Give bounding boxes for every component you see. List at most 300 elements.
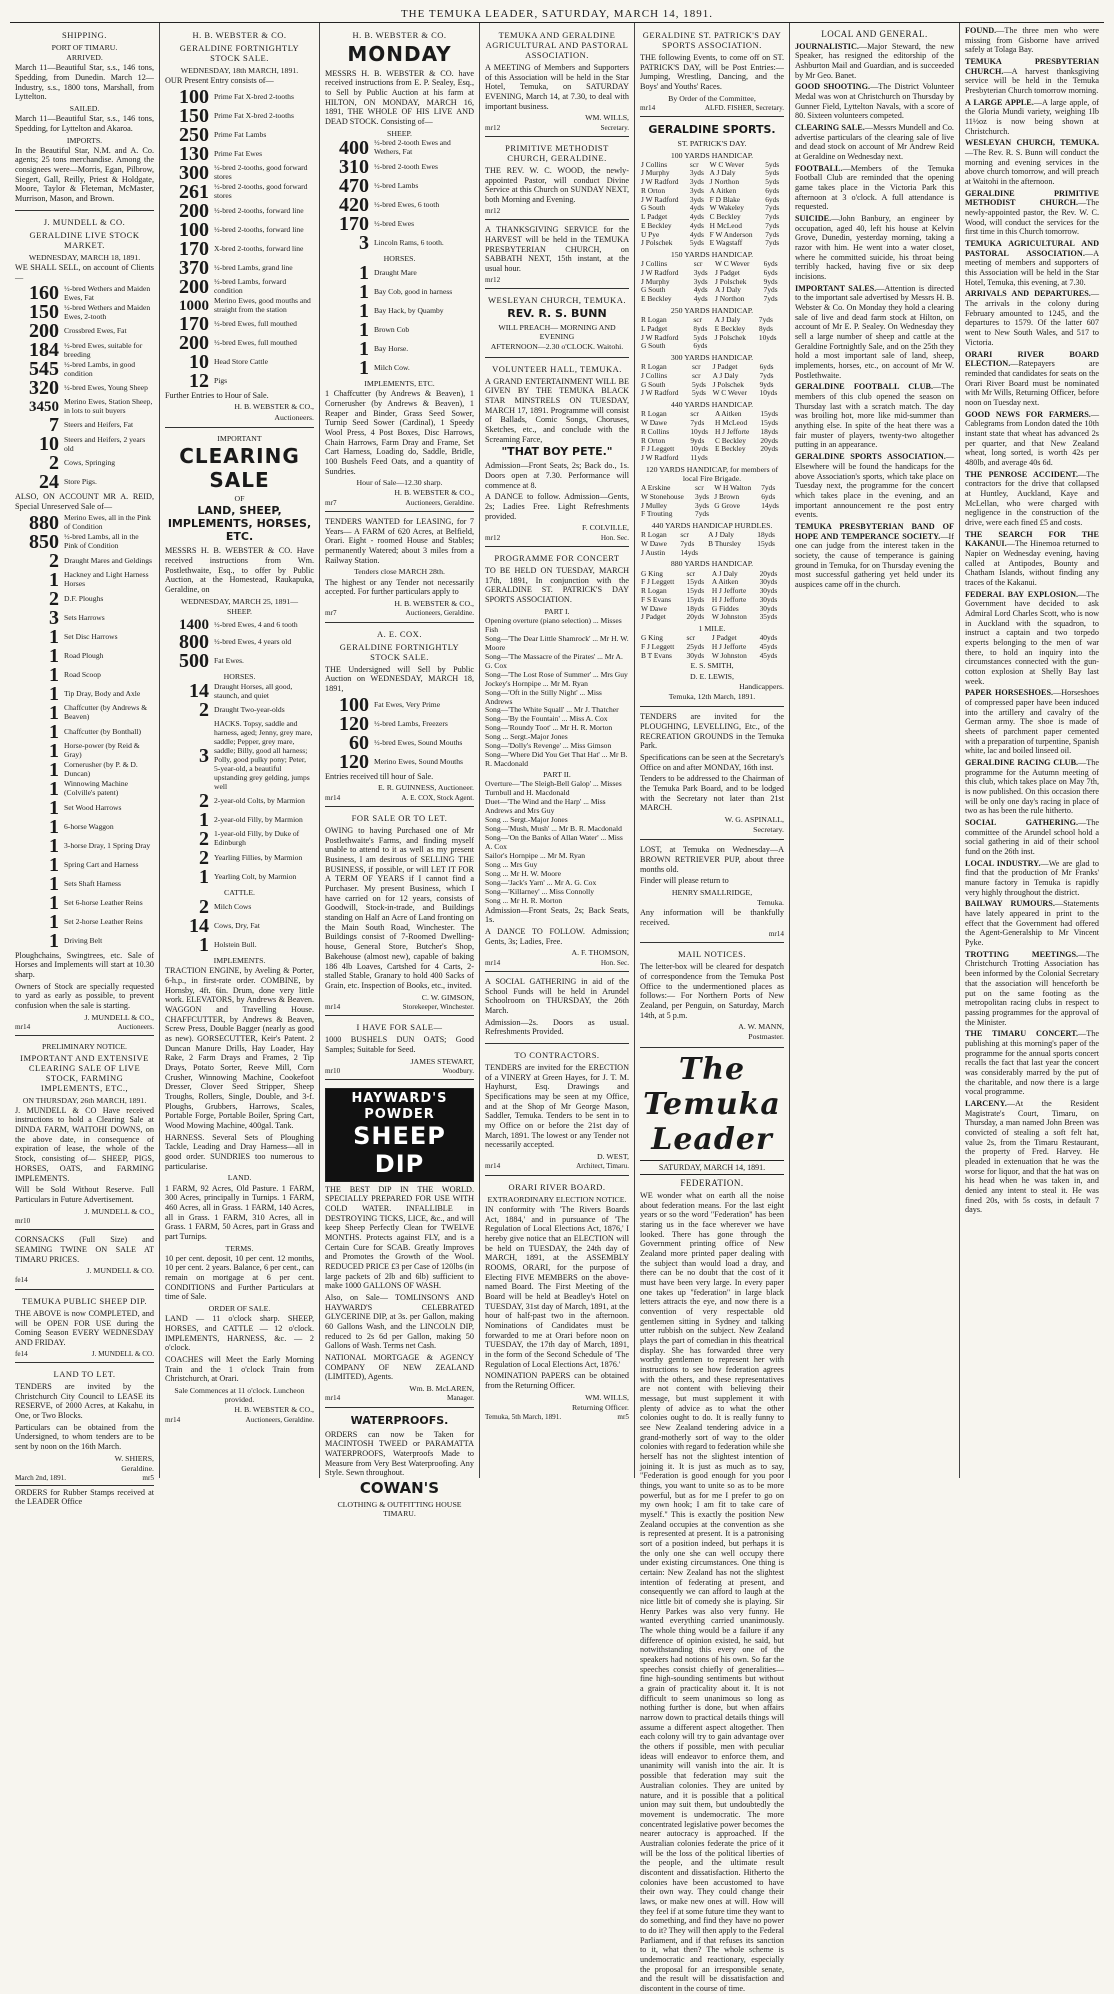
note-text: —Ratepayers are reminded that candidates for seats on the Orari River Board must be nominated with Mr Wills, Returning Officer, before noon on Tuesday next. [965, 359, 1099, 407]
lot-row [325, 321, 474, 340]
ad-signoff: D. WEST, [597, 1152, 629, 1162]
note-text: —Attention is directed to the important sale advertised by Messrs H. B. Webster & Co. On Monday they hold a clearing sale of live and dead farm stock at Hilton, on account of Mr E. P. Sealey. On Wednesday they sell a large number of sheep and cattle at the Geraldine Fortnightly Sale, and on the 25th they hold a most important sale of land, sheep, implements, horses, etc., on account of Mr W. Postlethwaite. [795, 283, 954, 380]
lot-quantity: 1 [359, 319, 369, 342]
lot-quantity: 200 [179, 275, 209, 298]
lot-row [325, 212, 474, 235]
preacher-name: REV. R. S. BUNN [507, 307, 607, 321]
race-cell: W Dawe [641, 418, 667, 428]
lot-quantity: 200 [179, 199, 209, 222]
note-text: —The publishing at this morning's paper of the programme for the annual sports concert recalls the fact that last year the concert was considerably marred by the put of the charitable, and now there is a large vocal programme. [965, 1029, 1099, 1097]
ad-title: MONDAY [347, 42, 452, 67]
ad-signoff: J. MUNDELL & CO., [84, 1206, 154, 1216]
ad-signoff: WM. WILLS, [585, 1392, 629, 1402]
arrived-head: ARRIVED. [66, 53, 103, 63]
note-text: —Members of the Temuka Football Club are reminded that the opening game takes place in the Victoria Park this afternoon at 3 o'clock. A full attendance is requested. [795, 163, 954, 212]
race-cell: J Collins [641, 370, 668, 380]
ad-body: TENDERS are invited for the PLOUGHING, LEVELLING, Etc., of the RECREATION GROUNDS in the Temuka Park. [640, 712, 784, 751]
race-row [640, 510, 784, 519]
race-cell: 11yds [690, 453, 708, 463]
lot-list [325, 136, 474, 254]
ad-ref: mr7 [325, 609, 337, 618]
race-table [640, 634, 784, 660]
programme-item: Jockey's Hornpipe ... Mr M. Ryan [485, 678, 588, 688]
race-cell: J Padget [711, 633, 737, 643]
race-table [640, 363, 784, 398]
column-4 [480, 23, 635, 1478]
lot-quantity: 1 [199, 808, 209, 831]
lot-quantity: 1 [49, 663, 59, 686]
local-note [965, 950, 1099, 1027]
race-cell: 5yds [691, 388, 706, 398]
race-table [640, 161, 784, 248]
lot-list [325, 264, 474, 378]
race-cell: 25yds [686, 642, 705, 651]
race-cell: A J Daly [708, 530, 734, 540]
ad-footer [15, 1217, 154, 1225]
race-cell: 5yds [693, 332, 708, 342]
mundell-market-ad [15, 213, 154, 1037]
race-cell: H J Jefforte [711, 586, 747, 596]
race-cell: R Logan [641, 409, 667, 419]
lot-description: Chaffcutter (by Andrews & Beaven) [64, 703, 148, 722]
race-cell: W C Wever [709, 159, 745, 169]
ad-signoff: JAMES STEWART, [410, 1056, 474, 1066]
banner-line-1: HAYWARD'S POWDER [326, 1089, 473, 1122]
race-cell: W C Wever [712, 388, 747, 398]
sheep-head: SHEEP. [227, 606, 252, 616]
ad-footer [15, 1023, 154, 1031]
note-text: —The arrivals in the colony during February amounted to 1245, and the departures to 1579. Of the latter 607 went to New South Wales, and 517 to Victoria. [965, 289, 1099, 347]
lot-list [325, 693, 474, 773]
lot-row [15, 910, 154, 933]
lot-row [15, 815, 154, 838]
local-notes [965, 26, 1099, 1215]
race-cell: 30yds [759, 577, 778, 587]
lot-description: Brown Cob [374, 325, 410, 335]
lot-row [325, 750, 474, 773]
race-row [640, 239, 784, 248]
ad-footer [485, 1413, 629, 1421]
race-cell: G South [641, 341, 666, 351]
ad-title: I HAVE FOR SALE— [356, 1022, 443, 1033]
lot-description: Milch Cows [214, 902, 252, 912]
ad-signoff2: Architect, Timaru. [576, 1162, 629, 1171]
lot-description: ½-bred Ewes, 4 and 6 tooth [214, 619, 298, 629]
lot-quantity: 1 [199, 865, 209, 888]
ad-header: J. MUNDELL & CO. [43, 216, 126, 227]
local-note [795, 284, 954, 381]
race-head: 250 YARDS HANDICAP. [670, 305, 754, 315]
race-cell: F S Evans [641, 594, 671, 604]
note-heading: GOOD SHOOTING. [795, 82, 871, 92]
ad-footer [485, 124, 629, 132]
race-cell: 15yds [686, 586, 705, 596]
lot-quantity: 200 [29, 320, 59, 343]
mile-head: 1 MILE. [698, 624, 726, 634]
lot-quantity: 1 [49, 682, 59, 705]
race-cell [713, 510, 760, 519]
programme-item: Song—'On the Banks of Allan Water' ... Miss A. Cox [485, 833, 623, 852]
lot-row [15, 853, 154, 876]
ad-footer [325, 794, 474, 802]
ad-line: WILL PREACH— MORNING AND EVENING [498, 323, 616, 342]
ad-footer [485, 276, 629, 284]
ad-footer [325, 1003, 474, 1011]
programme-item: Song ... Mr H. R. Morton [485, 895, 563, 905]
lot-quantity: 60 [349, 731, 369, 754]
race-row [640, 613, 784, 622]
lot-description: Steers and Heifers, Fat [64, 420, 134, 430]
race-cell: W Dawe [641, 603, 667, 613]
ad-title: MAIL NOTICES. [677, 949, 747, 960]
race-cell: R Logan [641, 362, 667, 372]
race-cell: 20yds [759, 568, 778, 578]
implements-head: IMPLEMENTS, ETC. [364, 379, 435, 389]
rubber-stamps-notice: ORDERS for Rubber Stamps received at the LEADER Office [15, 1485, 154, 1507]
ad-ref: mr14 [640, 103, 656, 112]
race-head: 150 YARDS HANDICAP. [670, 250, 754, 260]
local-note [965, 688, 1099, 756]
ad-signoff2: Manager. [447, 1394, 474, 1403]
lot-quantity: 200 [179, 331, 209, 354]
programme-item: Opening overture (piano selection) ... Misses Fish [485, 615, 622, 634]
ad-signoff: H. B. WEBSTER & CO., [234, 1405, 314, 1415]
lot-description: Holstein Bull. [214, 940, 257, 950]
ad-footer [485, 534, 629, 542]
race-table [640, 410, 784, 462]
lot-quantity: 170 [179, 312, 209, 335]
note-text: —If one can judge from the interest taken in the society, the cause of temperance is gaining ground in Temuka, for on Thursday evening the most successful gathering yet held under its auspices came off in the church. [795, 531, 954, 589]
ad-footer [325, 499, 474, 507]
lot-quantity: 320 [29, 377, 59, 400]
ad-sub: TO BE HELD ON TUESDAY, MARCH 17th, 1891, In conjunction with the GERALDINE ST. PATRICK'S DAY SPORTS ASSOCIATION. [485, 566, 629, 605]
lot-quantity: 14 [189, 680, 209, 703]
ad-ref: mr14 [325, 1394, 341, 1403]
lot-row [325, 712, 474, 735]
ad-ref: mr10 [15, 1216, 31, 1225]
race-cell: R Orton [641, 185, 666, 195]
social-gathering-ad [485, 974, 629, 1044]
race-cell: scr [689, 159, 699, 169]
race-cell: scr [695, 483, 704, 493]
race-table [640, 570, 784, 622]
lot-description: Fat Ewes, Very Prime [374, 699, 441, 709]
ad-header: H. B. WEBSTER & CO. [192, 30, 287, 40]
ad-footer [640, 930, 784, 938]
ad-title: PROGRAMME FOR CONCERT [494, 553, 620, 564]
race-cell: W Stonehouse [641, 491, 684, 501]
race-cell: F J Leggett [641, 577, 675, 587]
race-cell: F D Blake [709, 194, 741, 204]
race-cell: A J Daly [709, 168, 736, 178]
race-cell: 15yds [760, 409, 779, 419]
ad-ref: mr14 [485, 958, 501, 967]
ad-body: MESSRS H. B. WEBSTER & CO. have received instructions from E. P. Sealey, Esq., to Sell by Public Auction at his farm at HILTON, ON MONDAY, MARCH 16, 1891, THE WHOLE OF HIS LIVE AND DEAD STOCK. Consisting of— [325, 68, 474, 126]
race-cell: 30yds [759, 603, 778, 613]
race-cell: J W Radford [641, 268, 679, 277]
race-cell: J Murphy [641, 276, 670, 286]
lot-description: 2-year-old Colts, by Marmion [214, 795, 305, 805]
note-text: —Statements have lately appeared in print to the effect that the Government had offered the Agent-Generalship to Mr Vincent Pyke. [965, 899, 1099, 948]
column-1 [10, 23, 160, 1507]
race-cell: H J Jefforte [714, 426, 750, 436]
lot-description: Pigs [214, 375, 228, 385]
race-cell: 10yds [690, 444, 709, 454]
wesleyan-ad [485, 291, 629, 358]
ad-body: A SOCIAL GATHERING in aid of the School Funds will be held in Arundel Schoolroom on THURSDAY, the 26th March. [485, 977, 629, 1016]
lot-description: Hackney and Light Harness Horses [64, 570, 149, 589]
race-cell: 6yds [761, 491, 776, 501]
lot-description: X-bred 2-tooths, forward line [214, 243, 304, 253]
lot-description: Prime Fat Lambs [214, 129, 267, 139]
race-cell: G South [641, 203, 666, 213]
lot-quantity: 850 [29, 530, 59, 553]
lot-row [15, 435, 154, 454]
note-heading: BAILWAY RUMOURS. [965, 899, 1055, 909]
race-head: 440 YARDS HANDICAP. [670, 400, 754, 410]
local-note [965, 57, 1099, 96]
race-cell: 18yds [757, 530, 775, 540]
local-note [965, 1099, 1099, 1215]
note-heading: SOCIAL GATHERING. [965, 818, 1079, 828]
lot-quantity: 1 [49, 739, 59, 762]
race-row [640, 652, 784, 661]
lot-row [325, 155, 474, 178]
lot-quantity: 3 [49, 606, 59, 629]
note-text: —The Christchurch Trotting Association has been informed by the Colonial Secretary that the association will henceforth be put on the same footing as the metropolitan racing clubs in respect to passing programmes for the approval of the Minister. [965, 949, 1099, 1027]
race-cell: scr [691, 362, 701, 372]
part-1-head: PART I. [544, 606, 570, 616]
lot-row [325, 264, 474, 283]
lot-description: Cows, Dry, Fat [214, 921, 260, 931]
note-heading: LARCENY. [965, 1098, 1007, 1108]
race-cell: A Aitken [709, 185, 737, 195]
race-cell: J W Radford [641, 177, 679, 187]
ad-signoff: F. COLVILLE, [582, 523, 629, 533]
ad-finder: Finder will please return to [640, 876, 729, 886]
ad-after: AFTERNOON—2.30 o'CLOCK. Waitohi. [490, 342, 624, 352]
contractors-ad [485, 1046, 629, 1176]
lot-quantity: 7 [49, 414, 59, 437]
lot-description: Horse-power (by Reid & Gray) [64, 741, 140, 760]
ad-tail: Further Entries to Hour of Sale. [165, 390, 269, 400]
land-text: 1 FARM, 92 Acres, Old Pasture. 1 FARM, 300 Acres, principally in Turnips. 1 FARM, 460 Acres, all in Grass. 1 FARM, 140 Acres, all in Grass. 1 FARM, 310 Acres, all in Grass. 1 FARM, 50 Acres, part in Grass and part Turnips. [165, 1183, 314, 1241]
ad-footer [165, 1416, 314, 1424]
ad-title: TEMUKA PUBLIC SHEEP DIP. [21, 1295, 148, 1306]
race-row [640, 549, 784, 558]
shipping-title: SHIPPING. [62, 30, 107, 40]
lot-description: ½-bred Lambs, all in the Pink of Condition [64, 532, 139, 551]
ad-signoff2: Hon. Sec. [600, 533, 629, 542]
lot-quantity: 1 [49, 853, 59, 876]
race-cell: C Beckley [714, 435, 746, 445]
lot-quantity: 880 [29, 511, 59, 534]
ad-ref: mr5 [142, 1474, 154, 1483]
lot-quantity: 100 [179, 85, 209, 108]
note-heading: TROTTING MEETINGS. [965, 949, 1079, 959]
mail-notices [640, 945, 784, 1047]
programme-item: Song—'The Massacre of the Pirates' ... Mr A. G. Cox [485, 651, 623, 670]
handicapper-2: D. E. LEWIS, [690, 671, 734, 681]
lot-description: Draught Mares and Geldings [64, 555, 152, 565]
local-note [965, 138, 1099, 186]
implements-head: IMPLEMENTS. [213, 956, 266, 966]
part-2-head: PART II. [543, 770, 571, 780]
webster-clearing-ad [165, 430, 314, 1428]
sheep-head: SHEEP. [387, 128, 412, 138]
lot-row [15, 625, 154, 648]
lot-row [15, 454, 154, 473]
lot-list [15, 511, 154, 952]
oats-sale-ad [325, 1018, 474, 1080]
lot-description: Set Wood Harrows [64, 802, 122, 812]
ad-reward: Any information will be thankfully received. [640, 908, 784, 928]
sale-hour: Hour of Sale—12.30 sharp. [356, 478, 443, 488]
lot-row [15, 929, 154, 952]
lot-description: ½-bred Ewes, full mouthed [214, 318, 297, 328]
lot-description: Sets Shaft Harness [64, 878, 121, 888]
webster-monday-ad [325, 26, 474, 512]
ad-ref: mr7 [325, 498, 337, 507]
race-cell: 20yds [760, 444, 779, 454]
ad-signoff2: Auctioneers. [117, 1022, 154, 1031]
programme-item: Song—'The Lost Rose of Summer' ... Mrs Guy [485, 669, 628, 679]
ad-title: WATERPROOFS. [350, 1413, 449, 1427]
sheep-dip-notice [15, 1292, 154, 1363]
race-cell: 30yds [759, 594, 778, 604]
ad-ref: mr10 [325, 1066, 341, 1075]
lot-quantity: 1 [359, 357, 369, 380]
lot-row [325, 731, 474, 754]
ad-title: ORARI RIVER BOARD. [508, 1181, 606, 1192]
lot-row [15, 872, 154, 895]
note-heading: THE SEARCH FOR THE KAKANUI. [965, 529, 1099, 549]
lot-description: ½-bred Lambs, forward condition [214, 277, 287, 296]
ad-signoff2: Auctioneers, Geraldine. [405, 498, 474, 507]
page-masthead: THE TEMUKA LEADER, SATURDAY, MARCH 14, 1891. [10, 6, 1104, 23]
ad-footer [325, 609, 474, 617]
lot-row [15, 549, 154, 572]
programme-item: Song ... Sergt.-Major Jones [485, 732, 568, 742]
race-cell: 7yds [690, 418, 705, 428]
race-cell: J Polschek [641, 238, 673, 248]
sports-handicaps [640, 119, 784, 707]
lot-row [15, 398, 154, 416]
ad-ref: mr14 [165, 1415, 181, 1424]
race-cell: J Northon [709, 177, 740, 187]
note-heading: TEMUKA PRESBYTERIAN CHURCH. [965, 57, 1099, 76]
lot-description: Set 2-horse Leather Reins [64, 916, 143, 926]
race-cell: 7yds [680, 539, 695, 549]
race-cell: 9yds [690, 435, 705, 445]
lot-row [165, 865, 314, 888]
note-text: —The Government have decided to ask Admiral Lord Charles Scott, who is now in Auckland with the squadron, to instruct a captain and two torpedo experts belonging to the men of war there, to hold an inquiry into the circumstances connected with the gun-cotton explosion at Shelly Bay last week. [965, 589, 1099, 686]
race-cell [758, 342, 784, 351]
race-cell: 7yds [765, 203, 780, 213]
programme-item: Duet—'The Wind and the Harp' ... Miss Andrews and Mrs Guy [485, 797, 606, 816]
lot-quantity: 1 [49, 777, 59, 800]
race-cell: A J Daly [712, 370, 739, 380]
race-cell: H McLeod [714, 418, 748, 428]
terms-text: 10 per cent. deposit, 10 per cent. 12 months, 10 per cent. 2 years. Balance, 6 per cent., can remain on mortgage at 6 per cent. CONDITIONS and Further Particulars at time of Sale. [165, 1253, 314, 1302]
concert-programme [485, 549, 629, 972]
note-text: —Horseshoes of compressed paper have been induced into the artillery and cavalry of the German army. The shoe is made of sheets of parchment paper cemented with a preparation of turpentine, Spanish white, lac and boiled linseed oil. [965, 688, 1099, 756]
note-heading: TEMUKA AGRICULTURAL AND PASTORAL ASSOCIATION. [965, 239, 1099, 258]
lot-quantity: 1 [359, 338, 369, 361]
lot-description: Yearling Fillies, by Marmion [214, 852, 303, 862]
lot-description: ½-bred Lambs, in good condition [64, 359, 136, 378]
race-cell: 5yds [765, 168, 780, 178]
lot-description: ½-bred Ewes, 6 tooth [374, 199, 440, 209]
lot-quantity: 150 [29, 301, 59, 324]
ad-title: GERALDINE LIVE STOCK MARKET. [29, 229, 140, 250]
note-text: —The Rev. R. S. Bunn will conduct the morning and evening services in the above church tomorrow, and will preach at Waitohi in the afternoon. [965, 148, 1099, 187]
ad-footer [485, 1162, 629, 1170]
lot-description: Merino Ewes, good mouths and straight from the station [214, 295, 311, 314]
lot-description: 1-year-old Filly, by Duke of Edinburgh [214, 829, 300, 848]
lot-row [15, 777, 154, 800]
apa-meeting-ad [485, 26, 629, 137]
ad-body: THE REV. W. C. WOOD, the newly-appointed Pastor, will conduct Divine Service at this Church on SUNDAY NEXT, both Morning and Evening. [485, 166, 629, 205]
programme-item: Song ... Sergt.-Major Jones [485, 815, 568, 825]
ad-note: Owners of Stock are specially requested to yard as early as possible, to prevent confusion when the sale is starting. [15, 981, 154, 1011]
ad-intro: OUR Present Entry consists of— [165, 76, 274, 86]
local-note [965, 899, 1099, 947]
ad-body: TENDERS WANTED for LEASING, for 7 Years— A FARM of 620 Acres, at Belfield, Orari. Eight - roomed House and Stables; permanently Watered; about 3 miles from a Railway Station. [325, 517, 474, 565]
race-cell: 4yds [693, 285, 708, 295]
lot-description: Winnowing Machine (Colville's patent) [64, 779, 129, 798]
lot-row [15, 379, 154, 398]
race-cell: 10yds [690, 426, 709, 436]
race-cell: W C Wever [715, 259, 750, 269]
note-heading: LOCAL INDUSTRY. [965, 858, 1041, 868]
coaches-text: COACHES will Meet the Early Morning Train and the 1 o'clock Train from Christchurch, at Orari. [165, 1355, 314, 1384]
race-cell: 40yds [759, 633, 778, 643]
note-text: —The contractors for the drive that collapsed at Huntley, Auckland, Kaye and McLellan, who were charged with negligence in the construction of the drive, were each fined £5 and costs. [965, 469, 1099, 527]
lot-row [325, 359, 474, 378]
lot-quantity: 261 [179, 180, 209, 203]
lot-quantity: 170 [179, 237, 209, 260]
race-cell: B Thursley [708, 539, 741, 549]
st-patricks-ad [640, 26, 784, 117]
note-heading: THE TIMARU CONCERT. [965, 1029, 1079, 1039]
lot-row [325, 136, 474, 159]
ad-title: TO CONTRACTORS. [514, 1050, 600, 1061]
note-heading: FEDERAL BAY EXPLOSION. [965, 589, 1079, 599]
local-note [965, 758, 1099, 816]
note-heading: SUICIDE. [795, 214, 832, 224]
race-cell: E Beckley [714, 323, 746, 333]
ad-signoff: J. MUNDELL & CO. [91, 1349, 154, 1358]
lot-quantity: 2 [199, 699, 209, 722]
lot-quantity: 1 [49, 815, 59, 838]
race-cell: 20yds [686, 612, 705, 622]
lot-quantity: 300 [179, 161, 209, 184]
race-cell: 6yds [765, 185, 780, 195]
clearing-sale-ad [15, 1038, 154, 1230]
race-cell: J Mulley [641, 500, 668, 510]
hurdle-head: 440 YARDS HANDICAP HURDLES. [651, 521, 773, 531]
ad-ref: mr12 [485, 123, 501, 132]
note-heading: FOOTBALL. [795, 163, 843, 173]
race-cell: 15yds [757, 539, 775, 549]
lot-quantity: 1 [49, 758, 59, 781]
race-cell: L Padget [641, 212, 668, 222]
ad-ref: mr14 [325, 1002, 341, 1011]
race-cell: W Johnston [711, 612, 747, 622]
lot-description: 2-year-old Filly, by Marmion [214, 814, 303, 824]
note-heading: GOOD NEWS FOR FARMERS. [965, 409, 1091, 419]
